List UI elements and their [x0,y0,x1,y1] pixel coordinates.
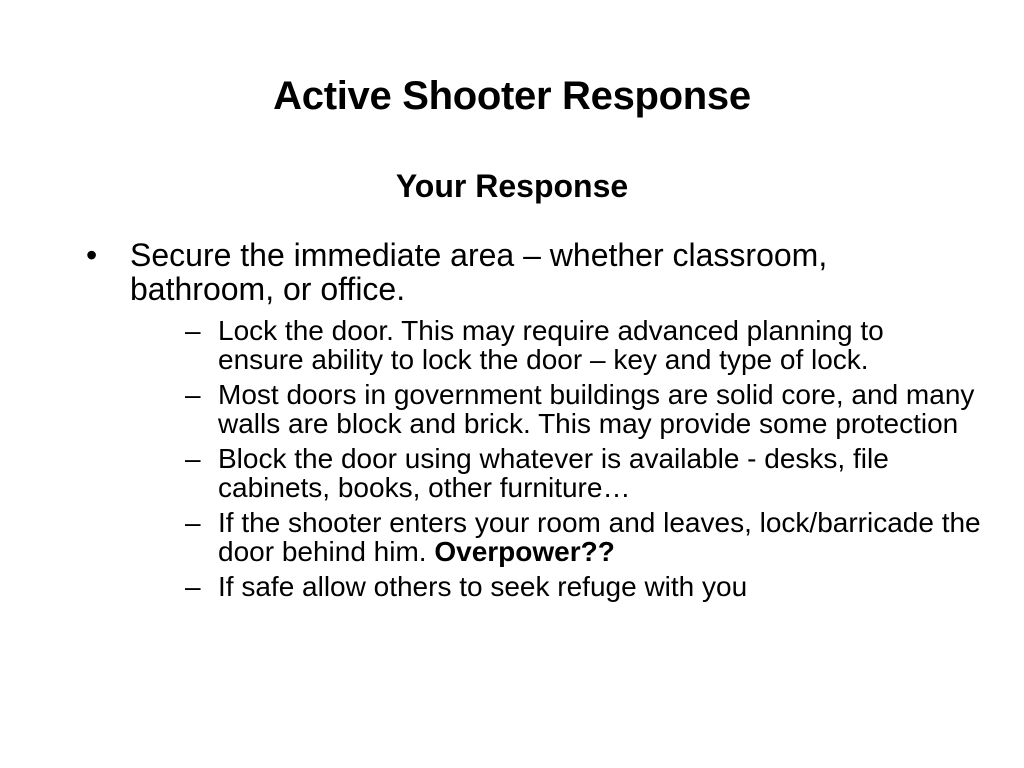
dash-marker: – [185,571,201,602]
dash-marker: – [185,443,201,474]
dash-marker: – [185,507,201,538]
sub-bullet-text-wrapper [218,508,998,566]
slide-body [86,237,981,607]
sub-bullet-list [185,315,981,602]
sub-bullet-lock-door [185,316,966,374]
sub-bullet-text: If the shooter enters your room and leaves, lock/barricade the door behind him. [218,507,981,567]
sub-bullet-refuge [185,572,966,601]
main-bullet-text: Secure the immediate area – whether classroom, bathroom, or office. [130,237,828,307]
sub-bullet-text: Lock the door. This may require advanced planning to ensure ability to lock the door – key and type of lock. [218,315,884,375]
sub-bullet-text: If safe allow others to seek refuge with you [218,571,748,602]
dash-marker: – [185,379,201,410]
sub-bullet-text: Block the door using whatever is available - desks, file cabinets, books, other furniture… [218,443,889,503]
bullet-marker: • [86,237,98,273]
sub-bullet-text: Most doors in government buildings are solid core, and many walls are block and brick. This may provide some protection [218,379,975,439]
dash-marker: – [185,315,201,346]
slide-title: Active Shooter Response [273,74,751,118]
sub-bullet-block-door [185,444,966,502]
sub-bullet-barricade [185,507,981,567]
main-bullet [86,237,981,602]
sub-bullet-solid-core [185,379,975,439]
overpower-emphasis: Overpower?? [434,536,615,567]
slide-subtitle: Your Response [395,168,629,204]
